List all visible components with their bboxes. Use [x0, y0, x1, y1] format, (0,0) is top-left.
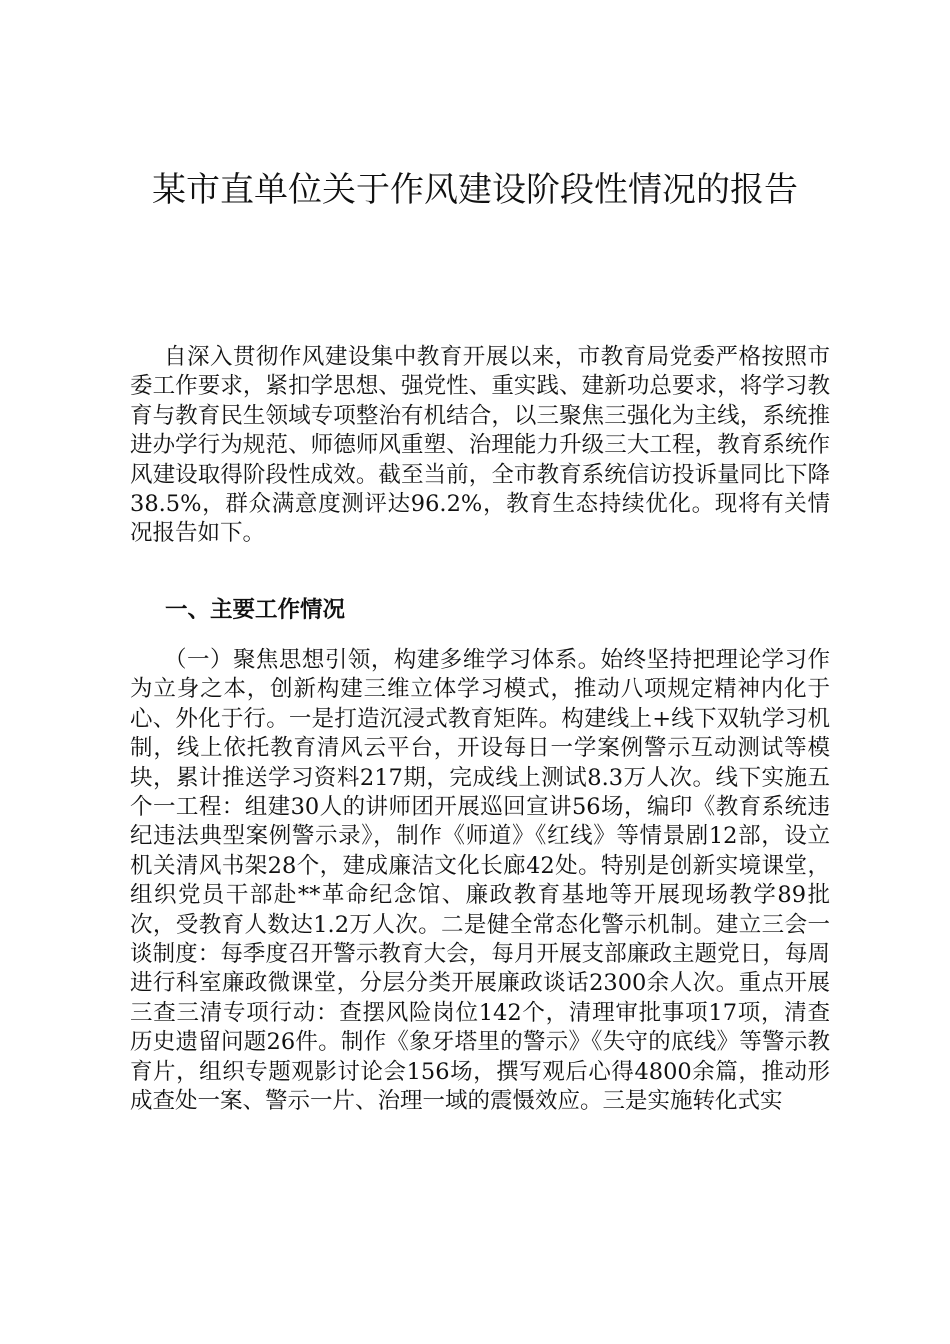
section-heading: 一、主要工作情况	[165, 597, 346, 623]
document-title: 某市直单位关于作风建设阶段性情况的报告	[152, 170, 798, 210]
section-paragraph: （一）聚焦思想引领，构建多维学习体系。始终坚持把理论学习作为立身之本，创新构建三维立体学习模式，推动八项规定精神内化于心、外化于行。一是打造沉浸式教育矩阵。构建线上+线下双轨学习机制，线上依托教育清风云平台，开设每日一学案例警示互动测试等模块，累计推送学习资料217期，完成线上测试8.3万人次。线下实施五个一工程：组建30人的讲师团开展巡回宣讲56场，编印《教育系统违纪违法典型案例警示录》，制作《师道》《红线》等情景剧12部，设立机关清风书架28个，建成廉洁文化长廊42处。特别是创新实境课堂，组织党员干部赴**革命纪念馆、廉政教育基地等开展现场教学89批次，受教育人数达1.2万人次。二是健全常态化警示机制。建立三会一谈制度：每季度召开警示教育大会，每月开展支部廉政主题党日，每周进行科室廉政微课堂，分层分类开展廉政谈话2300余人次。重点开展三查三清专项行动：查摆风险岗位142个，清理审批事项17项，清查历史遗留问题26件。制作《象牙塔里的警示》《失守的底线》等警示教育片，组织专题观影讨论会156场，撰写观后心得4800余篇，推动形成查处一案、警示一片、治理一域的震慑效应。三是实施转化式实	[130, 647, 830, 1115]
intro-paragraph: 自深入贯彻作风建设集中教育开展以来，市教育局党委严格按照市委工作要求，紧扣学思想、强党性、重实践、建新功总要求，将学习教育与教育民生领域专项整治有机结合，以三聚焦三强化为主线，系统推进办学行为规范、师德师风重塑、治理能力升级三大工程，教育系统作风建设取得阶段性成效。截至当前，全市教育系统信访投诉量同比下降38.5%，群众满意度测评达96.2%，教育生态持续优化。现将有关情况报告如下。	[130, 344, 830, 547]
